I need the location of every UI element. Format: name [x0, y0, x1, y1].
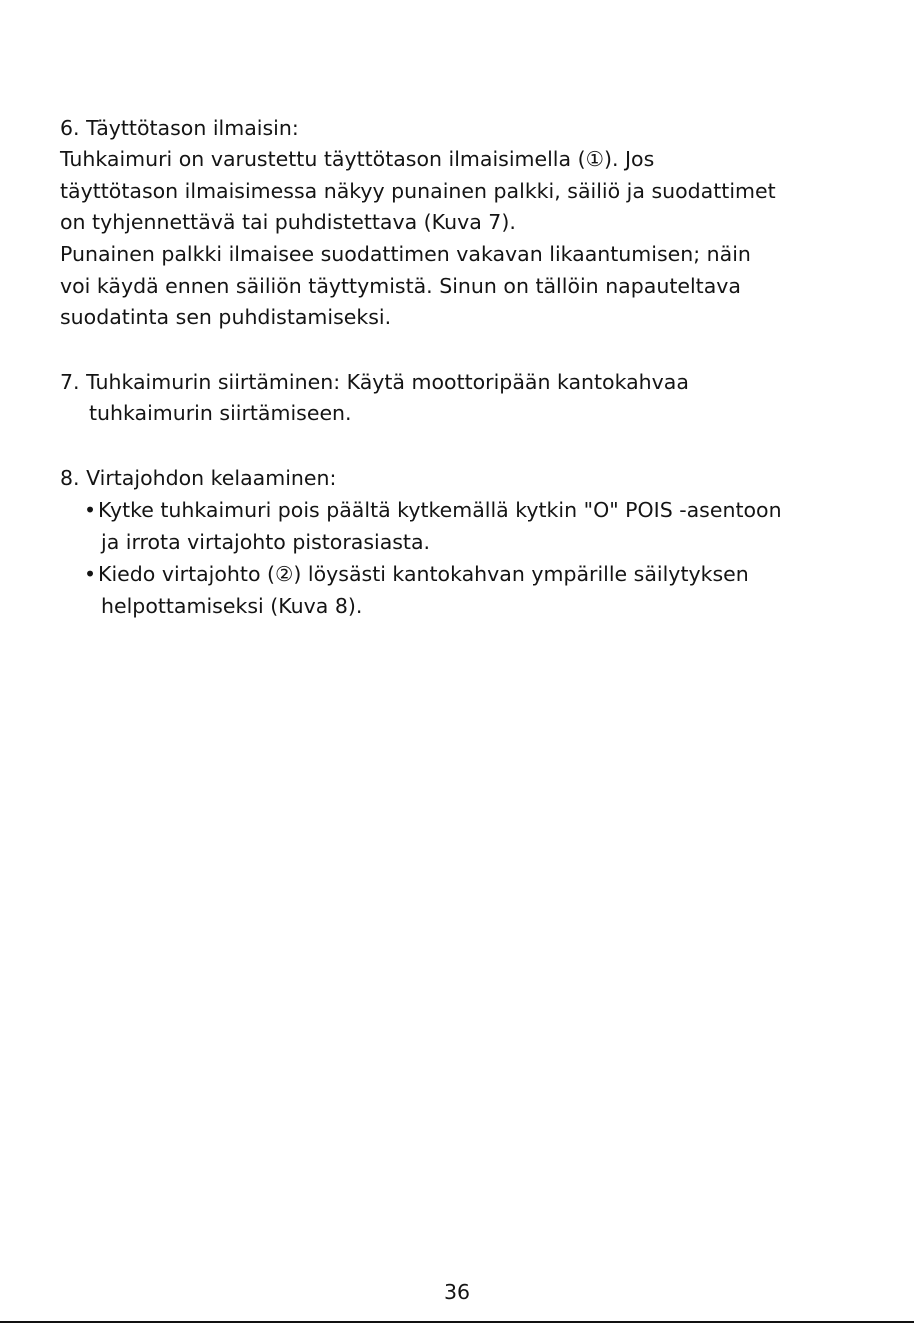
page-number: 36 — [443, 1280, 471, 1304]
section-6-line-6: suodatinta sen puhdistamiseksi. — [60, 305, 392, 329]
section-6-line-2: täyttötason ilmaisimessa näkyy punainen palkki, säiliö ja suodattimet — [60, 179, 776, 203]
bullet-icon: • — [84, 498, 97, 522]
section-8-heading: 8. Virtajohdon kelaaminen: — [60, 466, 337, 490]
bullet-icon: • — [84, 562, 97, 586]
section-8-bullet-2-line-1: Kiedo virtajohto (②) löysästi kantokahvan ympärille säilytyksen — [98, 562, 749, 586]
section-7-line-2: tuhkaimurin siirtämiseen. — [89, 401, 352, 425]
section-8-bullet-1-line-1: Kytke tuhkaimuri pois päältä kytkemällä kytkin "O" POIS -asentoon — [98, 498, 782, 522]
section-6-line-3: on tyhjennettävä tai puhdistettava (Kuva 7). — [60, 210, 516, 234]
section-6-heading: 6. Täyttötason ilmaisin: — [60, 116, 299, 140]
section-8-bullet-1 — [84, 494, 782, 526]
section-6-line-4: Punainen palkki ilmaisee suodattimen vakavan likaantumisen; näin — [60, 242, 751, 266]
section-8-bullet-1-line-2: ja irrota virtajohto pistorasiasta. — [101, 530, 431, 554]
section-6-line-5: voi käydä ennen säiliön täyttymistä. Sinun on tällöin napauteltava — [60, 274, 741, 298]
bottom-divider — [0, 1321, 914, 1323]
section-6-line-1: Tuhkaimuri on varustettu täyttötason ilmaisimella (①). Jos — [60, 147, 655, 171]
section-8-bullet-2 — [84, 558, 749, 590]
section-7-line-1: 7. Tuhkaimurin siirtäminen: Käytä moottoripään kantokahvaa — [60, 370, 689, 394]
section-8-bullet-2-line-2: helpottamiseksi (Kuva 8). — [101, 594, 363, 618]
